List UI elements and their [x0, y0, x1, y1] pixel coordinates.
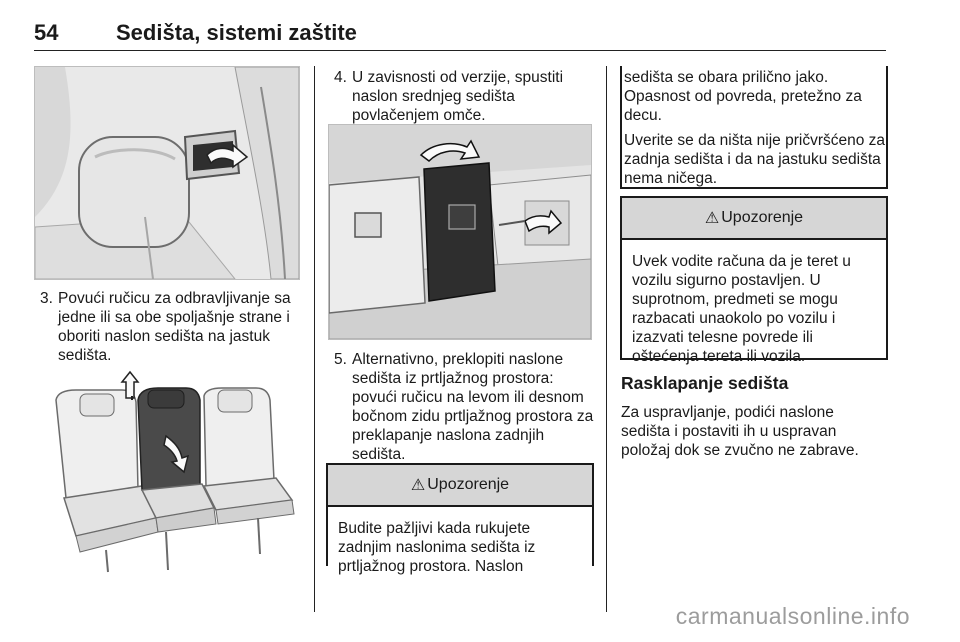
- step-4: [334, 68, 596, 128]
- step-text: Alternativno, preklopiti naslone sedišta iz prtljažnog prostora: povući ručicu na levom ili desnom bočnom zidu prtljažnog prostora za preklapanje naslona zadnjih sedišta.: [352, 351, 594, 463]
- figure-seat-unlock-lever: [34, 66, 300, 280]
- seat-unlock-illustration: [35, 67, 299, 279]
- page-title: Sedišta, sistemi zaštite: [116, 20, 357, 45]
- figure-middle-seat-loop: [328, 124, 592, 340]
- warning-continued-text-2: Uverite se da ništa nije pričvršćeno za zadnja sedišta i da na jastuku sedišta nema ničega.: [624, 132, 886, 187]
- step-number: 3.: [40, 290, 53, 307]
- page-number: 54: [34, 20, 59, 45]
- warning-header: [622, 198, 886, 240]
- step-number: 5.: [334, 351, 347, 368]
- rear-seats-illustration: [46, 368, 300, 576]
- section-heading: Rasklapanje sedišta: [621, 373, 789, 393]
- step-3: [40, 289, 306, 369]
- watermark: carmanualsonline.info: [675, 603, 910, 629]
- middle-seat-loop-illustration: [329, 125, 591, 339]
- warning-box-1: [326, 463, 594, 575]
- column-divider-right: [606, 66, 607, 612]
- warning-heading: Upozorenje: [427, 476, 510, 493]
- step-text: Povući ručicu za odbravljivanje sa jedne ili sa obe spoljašnje strane i oboriti naslon sedišta na jastuk sedišta.: [58, 290, 291, 364]
- column-divider-left: [314, 66, 315, 612]
- figure-rear-seats: [46, 368, 300, 576]
- warning-heading: Upozorenje: [721, 209, 804, 226]
- warning-triangle-icon: ⚠: [704, 210, 720, 227]
- warning-continued-text-1: sedišta se obara prilično jako. Opasnost od povreda, pretežno za decu.: [624, 69, 862, 124]
- warning-triangle-icon: ⚠: [410, 477, 426, 494]
- warning-text: Uvek vodite računa da je teret u vozilu sigurno postavljen. U suprotnom, predmeti se mogu razbacati unaokolo po vozilu i izazvati telesne povrede ili oštećenja tereta ili vozila.: [632, 253, 851, 365]
- warning-box-2: [620, 196, 888, 365]
- section-text: Za uspravljanje, podići naslone sedišta i postaviti ih u uspravan položaj dok se zvučno ne zabrave.: [621, 404, 859, 459]
- step-text: U zavisnosti od verzije, spustiti naslon srednjeg sedišta povlačenjem omče.: [352, 69, 564, 124]
- header-rule: [34, 50, 886, 51]
- step-number: 4.: [334, 69, 347, 86]
- warning-text: Budite pažljivi kada rukujete zadnjim naslonima sedišta iz prtljažnog prostora. Naslon: [338, 520, 536, 575]
- warning-box-1-continued: [620, 66, 888, 189]
- warning-header: [328, 465, 592, 507]
- step-5: [334, 350, 596, 463]
